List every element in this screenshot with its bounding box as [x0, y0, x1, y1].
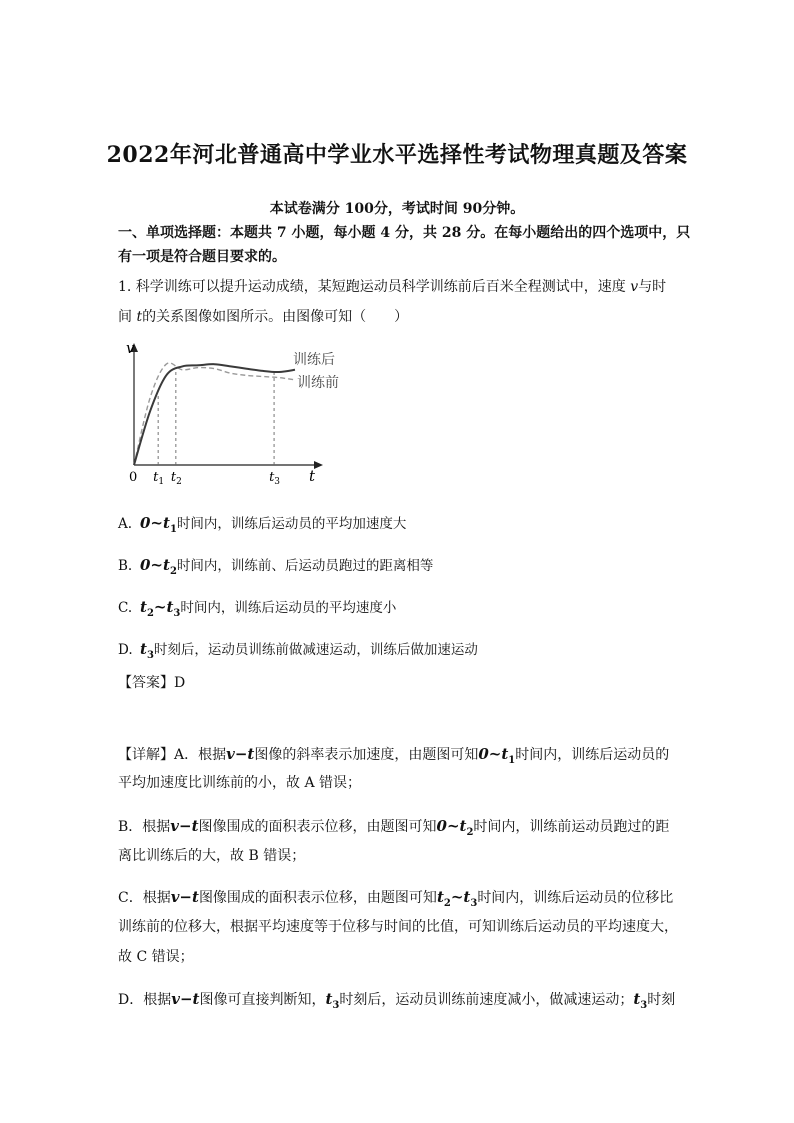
x-axis-arrow	[314, 461, 323, 469]
question-text: 间	[118, 309, 132, 325]
explanation-d-line1: D．根据v−t图像可直接判断知，$t_3$时刻后，运动员训练前速度减小，做减速运动；$t_3$时刻	[118, 990, 676, 1011]
origin-label: 0	[129, 470, 138, 485]
math-expr: $t_2\sim t_3$	[436, 888, 478, 909]
tick-label-t3: $t_3$	[269, 470, 281, 487]
question-text: 的关系图像如图所示。由图像可知（ ）	[142, 309, 409, 325]
option-text: 时间内，训练前、后运动员跑过的距离相等	[176, 558, 434, 574]
math-expr: $0\sim t_1$	[140, 514, 177, 535]
math-expr: $t_2\sim t_3$	[140, 598, 181, 619]
option-label: C.	[118, 600, 133, 616]
series-line-before	[134, 363, 295, 465]
exam-note: 本试卷满分 100分，考试时间 90分钟。	[269, 201, 525, 217]
math-vt: v−t	[170, 888, 199, 906]
option-text: 时间内，训练后运动员的平均加速度大	[176, 516, 407, 532]
option-d[interactable]	[118, 638, 478, 661]
tick-label-t1: $t_1$	[153, 470, 165, 487]
var-t: t	[136, 309, 143, 325]
legend-before: 训练前	[297, 375, 339, 391]
var-v: v	[630, 279, 639, 295]
explanation-a-line2: 平均加速度比训练前的小，故 A 错误；	[118, 775, 362, 791]
question-text: 1. 科学训练可以提升运动成绩，某短跑运动员科学训练前后百米全程测试中，速度	[118, 279, 626, 295]
math-vt: v−t	[171, 990, 200, 1008]
tick-group	[153, 370, 280, 487]
math-expr: $0\sim t_2$	[140, 556, 177, 577]
math-expr: $0\sim t_2$	[436, 817, 474, 838]
page-title: 2022年河北普通高中学业水平选择性考试物理真题及答案	[106, 142, 688, 168]
question-text: 与时	[638, 279, 667, 295]
math-vt: v−t	[170, 817, 199, 835]
tick-label-t2: $t_2$	[170, 470, 182, 487]
vt-chart	[115, 335, 340, 495]
answer: 【答案】D	[118, 675, 186, 691]
explanation-c-line1: C．根据v−t图像围成的面积表示位移，由题图可知$t_2\sim t_3$时间内，训练后运动员的位移比	[118, 888, 674, 909]
explanation-c-line3: 故 C 错误；	[118, 949, 194, 965]
section-heading-line2: 有一项是符合题目要求的。	[118, 249, 286, 265]
option-text: 时刻后，运动员训练前做减速运动，训练后做加速运动	[153, 642, 478, 658]
option-b[interactable]	[118, 554, 433, 577]
y-axis-label: v	[126, 339, 135, 357]
option-c[interactable]	[118, 596, 396, 619]
explanation-b-line2: 离比训练后的大，故 B 错误；	[118, 848, 306, 864]
explanation-a-line1: 【详解】A．根据v−t图像的斜率表示加速度，由题图可知$0\sim t_1$时间内，训练后运动员的	[118, 745, 670, 766]
x-axis-label: t	[309, 467, 316, 485]
explanation-c-line2: 训练前的位移大，根据平均速度等于位移与时间的比值，可知训练后运动员的平均速度大，	[118, 919, 678, 935]
math-expr: $t_3$	[140, 640, 154, 661]
option-label: B.	[118, 558, 133, 574]
math-expr: $t_3$	[633, 990, 648, 1011]
option-label: A.	[118, 516, 133, 532]
explanation-b-line1: B．根据v−t图像围成的面积表示位移，由题图可知$0\sim t_2$时间内，训练前运动员跑过的距	[118, 817, 670, 838]
math-expr: $0\sim t_1$	[478, 745, 516, 766]
question-1-line1	[118, 276, 666, 296]
option-label: D.	[118, 642, 133, 658]
math-expr: $t_3$	[325, 990, 340, 1011]
option-a[interactable]	[118, 512, 406, 535]
legend-after: 训练后	[293, 352, 335, 368]
option-text: 时间内，训练后运动员的平均速度小	[180, 600, 397, 616]
section-heading-line1: 一、单项选择题：本题共 7 小题，每小题 4 分，共 28 分。在每小题给出的四个选项中，只	[118, 225, 691, 241]
question-1-line2	[118, 306, 408, 326]
math-vt: v−t	[226, 745, 255, 763]
